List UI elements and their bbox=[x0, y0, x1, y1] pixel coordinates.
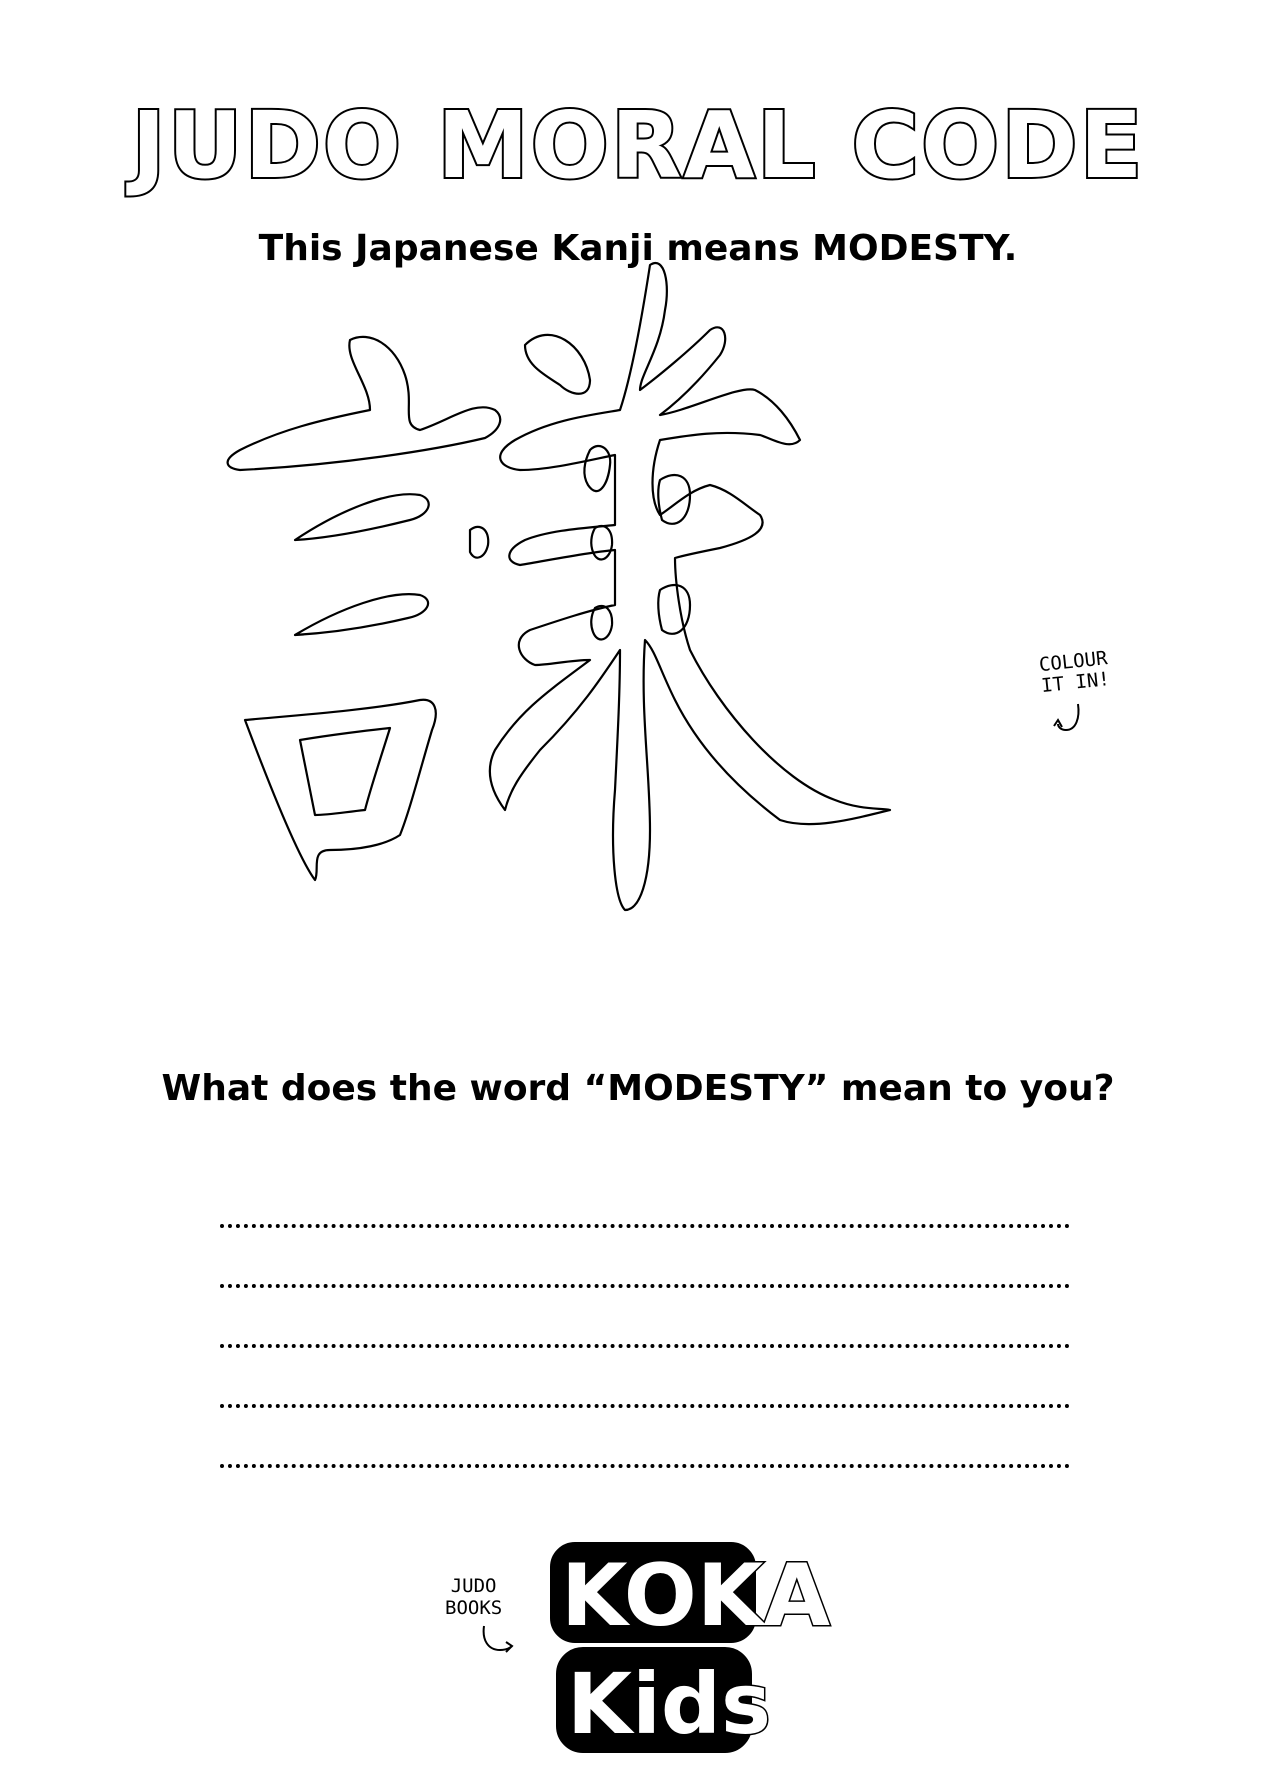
colour-it-in-note bbox=[1038, 645, 1142, 697]
judo-books-line-2: BOOKS bbox=[445, 1597, 503, 1619]
answer-line[interactable] bbox=[220, 1168, 1070, 1228]
koka-kids-logo bbox=[545, 1525, 831, 1765]
answer-line[interactable] bbox=[220, 1228, 1070, 1288]
answer-line[interactable] bbox=[220, 1408, 1070, 1468]
answer-line[interactable] bbox=[220, 1288, 1070, 1348]
colour-note-line-2: IT IN! bbox=[1040, 668, 1111, 698]
curved-arrow-icon bbox=[1050, 700, 1090, 740]
judo-books-line-1: JUDO bbox=[450, 1575, 497, 1597]
curved-arrow-icon bbox=[478, 1622, 518, 1662]
kanji-outline-illustration bbox=[220, 290, 1040, 1030]
svg-text:Kids: Kids bbox=[567, 1655, 772, 1753]
modesty-question: What does the word “MODESTY” mean to you? bbox=[161, 1068, 1115, 1109]
answer-area[interactable] bbox=[220, 1168, 1070, 1468]
judo-books-note bbox=[445, 1575, 502, 1619]
colour-note-line-1: COLOUR bbox=[1037, 647, 1109, 677]
svg-text:KOKA: KOKA bbox=[561, 1546, 831, 1646]
answer-line[interactable] bbox=[220, 1348, 1070, 1408]
kanji-caption: This Japanese Kanji means MODESTY. bbox=[258, 228, 1018, 269]
page-title: JUDO MORAL CODE bbox=[131, 92, 1145, 199]
